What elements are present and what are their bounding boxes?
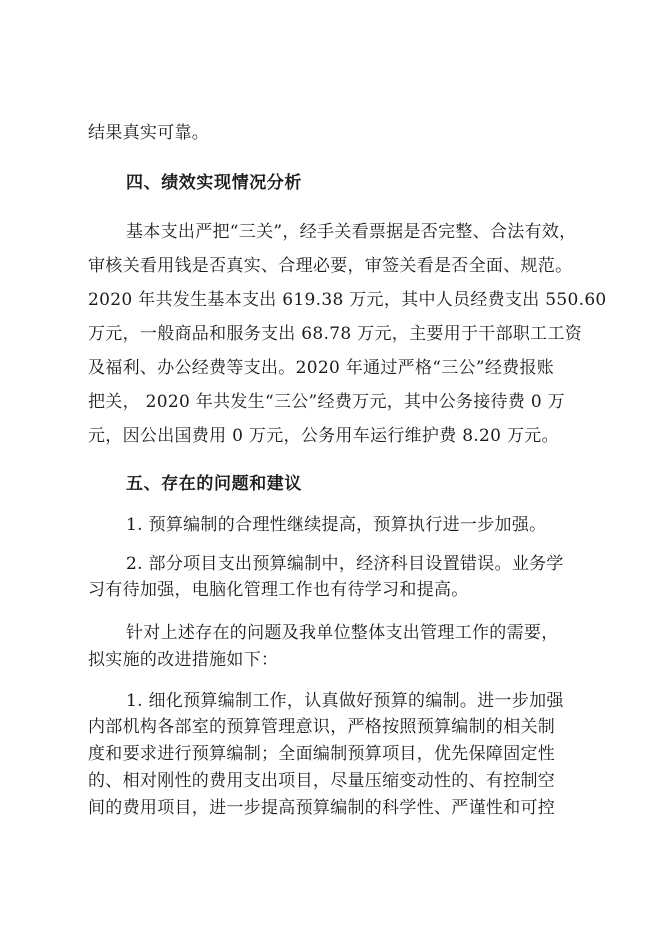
paragraph-line: 拟实施的改进措施如下： bbox=[88, 650, 279, 670]
paragraph-line: 针对上述存在的问题及我单位整体支出管理工作的需要， bbox=[126, 623, 559, 643]
list-item-line: 习有待加强，电脑化管理工作也有待学习和提高。 bbox=[88, 580, 469, 600]
paragraph-line: 把关， 2020 年共发生“三公”经费万元，其中公务接待费 0 万 bbox=[88, 392, 565, 412]
list-item-line: 内部机构各部室的预算管理意识，严格按照预算编制的相关制 bbox=[88, 717, 556, 737]
paragraph-line: 2020 年共发生基本支出 619.38 万元，其中人员经费支出 550.60 bbox=[88, 290, 607, 310]
paragraph-line: 元，因公出国费用 0 万元，公务用车运行维护费 8.20 万元。 bbox=[88, 426, 559, 446]
list-item-line: 的、相对刚性的费用支出项目，尽量压缩变动性的、有控制空 bbox=[88, 771, 556, 791]
list-item-line: 1. 细化预算编制工作，认真做好预算的编制。进一步加强 bbox=[126, 691, 564, 711]
list-item-line: 间的费用项目，进一步提高预算编制的科学性、严谨性和可控 bbox=[88, 798, 556, 818]
paragraph-line: 及福利、办公经费等支出。2020 年通过严格“三公”经费报账 bbox=[88, 358, 555, 378]
paragraph-line: 审核关看用钱是否真实、合理必要，审签关看是否全面、规范。 bbox=[88, 256, 573, 276]
paragraph-line: 基本支出严把“三关”，经手关看票据是否完整、合法有效， bbox=[126, 222, 577, 242]
section-heading-performance: 四、绩效实现情况分析 bbox=[126, 173, 302, 193]
list-item-line: 2. 部分项目支出预算编制中，经济科目设置错误。业务学 bbox=[126, 554, 564, 574]
list-item-line: 1. 预算编制的合理性继续提高，预算执行进一步加强。 bbox=[126, 515, 547, 535]
paragraph-line: 万元，一般商品和服务支出 68.78 万元，主要用于干部职工工资 bbox=[88, 324, 583, 344]
paragraph-line-conclusion: 结果真实可靠。 bbox=[88, 123, 210, 143]
list-item-line: 度和要求进行预算编制；全面编制预算项目，优先保障固定性 bbox=[88, 744, 556, 764]
section-heading-problems: 五、存在的问题和建议 bbox=[126, 474, 302, 494]
